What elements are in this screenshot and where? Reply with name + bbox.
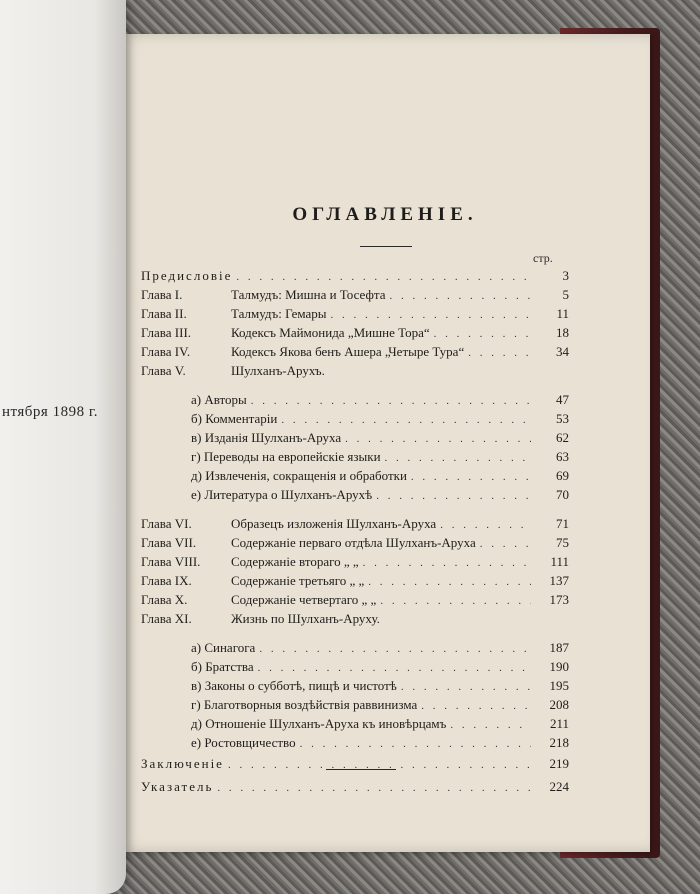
toc-label: д) Отношеніе Шулханъ-Аруха къ иновѣрцамъ	[191, 716, 447, 731]
toc-label: Кодексъ Якова бенъ Ашера „Четыре Тура“	[231, 344, 465, 359]
leader-dots	[363, 557, 531, 569]
toc-entry	[141, 306, 569, 325]
toc-page: 173	[549, 592, 569, 607]
chapter-number: Глава I.	[141, 287, 183, 302]
left-page-date-fragment: нтября 1898 г.	[2, 404, 99, 420]
chapter-number: Глава II.	[141, 306, 187, 321]
toc-page: 187	[549, 640, 569, 655]
toc-subentry	[141, 659, 569, 678]
toc-page: 3	[562, 268, 569, 283]
toc-subentry	[141, 640, 569, 659]
toc-page: 69	[556, 468, 569, 483]
toc-label: Жизнь по Шулханъ-Аруху.	[231, 611, 380, 626]
toc-page: 219	[549, 756, 569, 771]
toc-entry	[141, 363, 569, 382]
toc-label: Заключеніе	[141, 756, 224, 771]
leader-dots	[440, 519, 531, 531]
toc-page: 63	[556, 449, 569, 464]
chapter-number: Глава IX.	[141, 573, 192, 588]
toc-entry	[141, 535, 569, 554]
toc-page: 224	[549, 779, 569, 794]
toc-subentry	[141, 487, 569, 506]
toc-label: е) Литература о Шулханъ-Арухѣ	[191, 487, 373, 502]
leader-dots	[217, 782, 531, 794]
toc-page: 190	[549, 659, 569, 674]
toc-label: а) Синагога	[191, 640, 256, 655]
leader-dots	[345, 433, 531, 445]
toc-label: Шулханъ-Арухъ.	[231, 363, 325, 378]
toc-page: 71	[556, 516, 569, 531]
toc-entry-conclusion	[141, 756, 569, 775]
toc-page: 70	[556, 487, 569, 502]
toc-entry-index	[141, 779, 569, 798]
toc-label: Содержаніе третьяго „ „	[231, 573, 365, 588]
toc-page: 208	[549, 697, 569, 712]
toc-label: Содержаніе перваго отдѣла Шулханъ-Аруха	[231, 535, 476, 550]
toc-entry-preface	[141, 268, 569, 287]
toc-label: б) Братства	[191, 659, 254, 674]
leader-dots	[468, 347, 531, 359]
toc-page: 18	[556, 325, 569, 340]
toc-label: Содержаніе втораго „ „	[231, 554, 359, 569]
toc-entry	[141, 611, 569, 630]
chapter-number: Глава VI.	[141, 516, 192, 531]
toc-page: 34	[556, 344, 569, 359]
toc-subentry	[141, 697, 569, 716]
toc-subentry	[141, 411, 569, 430]
leader-dots	[281, 414, 531, 426]
leader-dots	[376, 490, 531, 502]
toc-page: 111	[550, 554, 569, 569]
toc-label: г) Переводы на европейскіе языки	[191, 449, 381, 464]
toc-page: 62	[556, 430, 569, 445]
toc-page: 218	[549, 735, 569, 750]
toc-entry	[141, 516, 569, 535]
toc-subentry	[141, 678, 569, 697]
page-title: ОГЛАВЛЕНІЕ.	[292, 204, 478, 225]
toc-page: 211	[549, 716, 569, 731]
toc-subentry	[141, 392, 569, 411]
leader-dots	[259, 643, 531, 655]
leader-dots	[385, 452, 531, 464]
toc-entry	[141, 573, 569, 592]
left-page	[0, 0, 126, 894]
toc-subentry	[141, 449, 569, 468]
leader-dots	[300, 738, 531, 750]
toc-label: в) Изданія Шулханъ-Аруха	[191, 430, 342, 445]
toc-label: е) Ростовщичество	[191, 735, 296, 750]
chapter-number: Глава III.	[141, 325, 192, 340]
leader-dots	[434, 328, 531, 340]
page-column-label: стр.	[533, 251, 553, 265]
toc-label: Талмудъ: Мишна и Тосефта	[231, 287, 386, 302]
table-of-contents	[141, 268, 569, 798]
toc-entry	[141, 287, 569, 306]
toc-label: д) Извлеченія, сокращенія и обработки	[191, 468, 407, 483]
toc-label: а) Авторы	[191, 392, 247, 407]
toc-entry	[141, 554, 569, 573]
toc-subentry	[141, 716, 569, 735]
toc-label: Образецъ изложенія Шулханъ-Аруха	[231, 516, 437, 531]
toc-label: Предисловіе	[141, 268, 233, 283]
toc-page: 195	[549, 678, 569, 693]
toc-entry	[141, 325, 569, 344]
leader-dots	[380, 595, 531, 607]
chapter-number: Глава IV.	[141, 344, 191, 359]
toc-page: 5	[562, 287, 569, 302]
leader-dots	[411, 471, 531, 483]
leader-dots	[331, 309, 531, 321]
toc-page: 53	[556, 411, 569, 426]
leader-dots	[258, 662, 531, 674]
toc-label: б) Комментаріи	[191, 411, 278, 426]
chapter-number: Глава VIII.	[141, 554, 201, 569]
toc-label: Указатель	[141, 779, 214, 794]
chapter-number: Глава X.	[141, 592, 188, 607]
leader-dots	[480, 538, 531, 550]
leader-dots	[368, 576, 531, 588]
leader-dots	[450, 719, 531, 731]
toc-subentry	[141, 468, 569, 487]
title-rule	[360, 246, 412, 247]
toc-page: 75	[556, 535, 569, 550]
leader-dots	[236, 271, 531, 283]
toc-page: 137	[549, 573, 569, 588]
toc-label: г) Благотворныя воздѣйствія раввинизма	[191, 697, 418, 712]
chapter-number: Глава VII.	[141, 535, 197, 550]
leader-dots	[421, 700, 531, 712]
chapter-number: Глава XI.	[141, 611, 192, 626]
toc-page: 47	[556, 392, 569, 407]
bottom-rule	[326, 769, 396, 770]
toc-label: Талмудъ: Гемары	[231, 306, 327, 321]
toc-subentry	[141, 430, 569, 449]
toc-label: Содержаніе четвертаго „ „	[231, 592, 377, 607]
leader-dots	[251, 395, 531, 407]
leader-dots	[389, 290, 531, 302]
toc-label: в) Законы о субботѣ, пищѣ и чистотѣ	[191, 678, 397, 693]
chapter-number: Глава V.	[141, 363, 186, 378]
toc-entry	[141, 344, 569, 363]
toc-subentry	[141, 735, 569, 754]
toc-entry	[141, 592, 569, 611]
leader-dots	[401, 681, 531, 693]
toc-page: 11	[556, 306, 569, 321]
toc-label: Кодексъ Маймонида „Мишне Тора“	[231, 325, 430, 340]
